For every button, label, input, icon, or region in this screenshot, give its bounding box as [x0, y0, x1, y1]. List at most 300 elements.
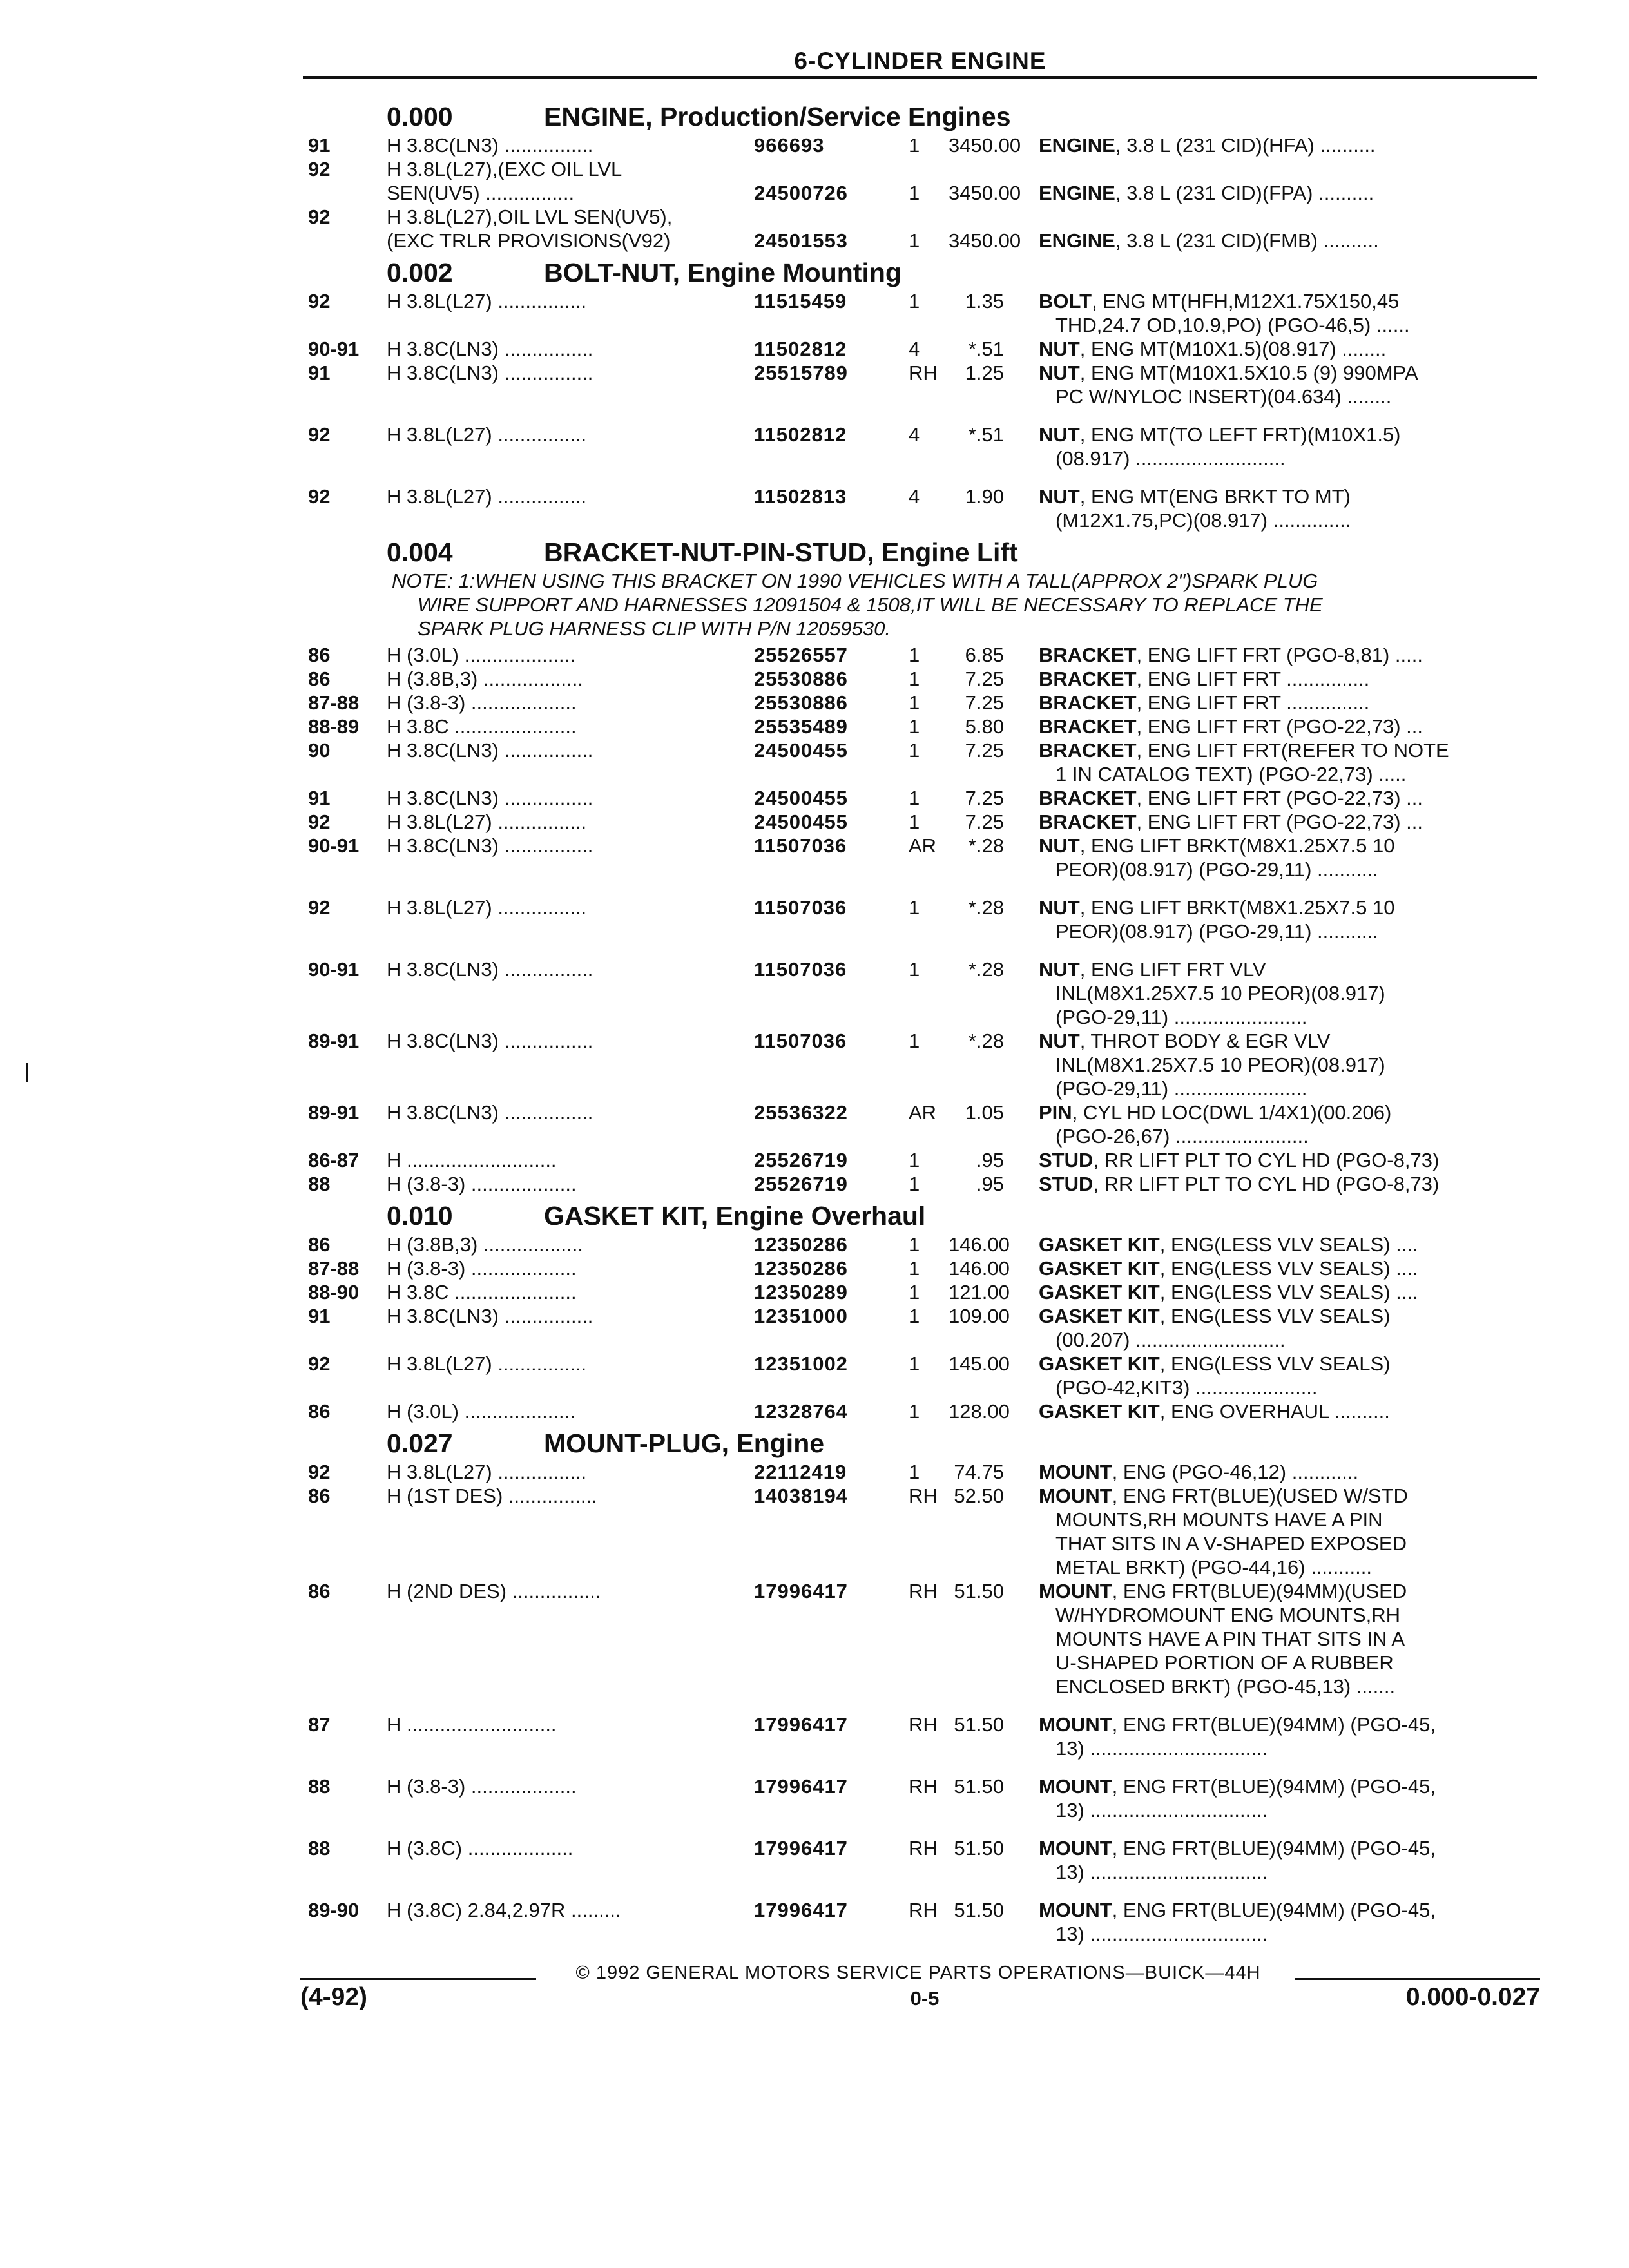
model-year: 86: [308, 644, 331, 666]
application: [387, 643, 754, 667]
model-year: 88: [308, 1775, 331, 1798]
price: *.28: [968, 1030, 1004, 1052]
application-line: H 3.8C(LN3) ................: [387, 1305, 593, 1327]
application-line: H 3.8L(L27) ................: [387, 1352, 587, 1375]
part-name: NUT: [1039, 485, 1080, 508]
description: [1021, 1172, 1539, 1196]
price: 3450.00: [949, 134, 1021, 157]
model-year: 86: [308, 1485, 331, 1507]
description-line: PEOR)(08.917) (PGO-29,11) ...........: [1055, 858, 1378, 881]
description-line: MOUNTS,RH MOUNTS HAVE A PIN: [1055, 1508, 1383, 1531]
price: 1.25: [965, 361, 1004, 384]
quantity: 1: [909, 715, 920, 738]
application: [387, 1029, 754, 1100]
application: [387, 691, 754, 715]
application-line: H 3.8L(L27),(EXC OIL LVL: [387, 158, 622, 180]
part-number: 24501553: [754, 229, 848, 252]
table-row: [308, 1172, 1539, 1196]
price: 7.25: [965, 739, 1004, 762]
part-name: NUT: [1039, 896, 1080, 919]
application: [387, 738, 754, 786]
application-line: H 3.8C(LN3) ................: [387, 834, 593, 857]
part-name: GASKET KIT: [1039, 1281, 1160, 1303]
section-note: [308, 569, 1539, 640]
table-row: [308, 289, 1539, 337]
part-number: 25526557: [754, 644, 848, 666]
table-row: [308, 1280, 1539, 1304]
price: 51.50: [954, 1775, 1004, 1798]
description: [1021, 1713, 1539, 1760]
part-name: NUT: [1039, 423, 1080, 446]
application: [387, 157, 754, 205]
price: 51.50: [954, 1713, 1004, 1736]
part-name: GASKET KIT: [1039, 1352, 1160, 1375]
part-name: BRACKET: [1039, 787, 1137, 809]
application: [387, 1399, 754, 1423]
quantity: 1: [909, 1233, 920, 1256]
description: [1021, 361, 1539, 408]
application: [387, 1172, 754, 1196]
part-number: 11507036: [754, 896, 847, 919]
part-name: STUD: [1039, 1173, 1094, 1195]
quantity: 1: [909, 182, 920, 204]
description-line: STUD, RR LIFT PLT TO CYL HD (PGO-8,73): [1039, 1149, 1440, 1171]
description-line: MOUNT, ENG FRT(BLUE)(94MM)(USED: [1039, 1580, 1407, 1602]
section-code: 0.010: [387, 1201, 453, 1231]
description-line: MOUNT, ENG FRT(BLUE)(94MM) (PGO-45,: [1039, 1899, 1436, 1921]
application-line: H (1ST DES) ................: [387, 1485, 597, 1507]
quantity: 4: [909, 423, 920, 446]
quantity: 1: [909, 787, 920, 809]
description-line: THAT SITS IN A V-SHAPED EXPOSED: [1055, 1532, 1407, 1555]
part-number: 12328764: [754, 1400, 848, 1423]
table-row: [308, 1029, 1539, 1100]
application-line: H 3.8L(L27) ................: [387, 290, 587, 312]
application: [387, 1352, 754, 1399]
description-line: W/HYDROMOUNT ENG MOUNTS,RH: [1055, 1604, 1401, 1626]
price: .95: [976, 1149, 1004, 1171]
table-row: [308, 1148, 1539, 1172]
footer-rule-left: [300, 1978, 536, 1980]
quantity: 1: [909, 1149, 920, 1171]
description-line: (00.207) ...........................: [1055, 1329, 1286, 1351]
part-name: BRACKET: [1039, 668, 1137, 690]
application: [387, 1484, 754, 1579]
model-year: 87-88: [308, 691, 360, 714]
part-number: 25515789: [754, 361, 848, 384]
price: 128.00: [949, 1400, 1010, 1423]
description-line: NUT, ENG LIFT FRT VLV: [1039, 958, 1266, 981]
part-number: 25536322: [754, 1101, 848, 1124]
application: [387, 289, 754, 337]
description-line: NUT, ENG MT(M10X1.5X10.5 (9) 990MPA: [1039, 361, 1418, 384]
price: *.51: [968, 423, 1004, 446]
part-name: PIN: [1039, 1101, 1072, 1124]
quantity: 1: [909, 1461, 920, 1483]
application-line: (EXC TRLR PROVISIONS(V92): [387, 229, 671, 252]
price: 1.05: [965, 1101, 1004, 1124]
part-number: 25530886: [754, 668, 848, 690]
application: [387, 1713, 754, 1760]
application-line: H (3.0L) ....................: [387, 1400, 575, 1423]
description-line: 1 IN CATALOG TEXT) (PGO-22,73) .....: [1055, 763, 1407, 785]
quantity: AR: [909, 834, 937, 857]
price: 3450.00: [949, 182, 1021, 204]
part-name: GASKET KIT: [1039, 1233, 1160, 1256]
description-line: INL(M8X1.25X7.5 10 PEOR)(08.917): [1055, 982, 1385, 1004]
description: [1021, 1148, 1539, 1172]
description-line: PEOR)(08.917) (PGO-29,11) ...........: [1055, 920, 1378, 943]
description-line: 13) ................................: [1055, 1861, 1268, 1883]
description-line: GASKET KIT, ENG(LESS VLV SEALS): [1039, 1352, 1391, 1375]
table-row: [308, 738, 1539, 786]
footer-rule-right: [1295, 1978, 1540, 1980]
part-number: 24500726: [754, 182, 848, 204]
description-line: PC W/NYLOC INSERT)(04.634) ........: [1055, 385, 1392, 408]
model-year: 90-91: [308, 958, 360, 981]
application-line: H (3.8-3) ...................: [387, 1257, 577, 1280]
part-name: GASKET KIT: [1039, 1257, 1160, 1280]
quantity: 4: [909, 485, 920, 508]
part-name: NUT: [1039, 834, 1080, 857]
table-row: [308, 667, 1539, 691]
quantity: 4: [909, 338, 920, 360]
description-line: GASKET KIT, ENG(LESS VLV SEALS) ....: [1039, 1233, 1418, 1256]
part-number: 12351000: [754, 1305, 848, 1327]
footer-page-number: 0-5: [910, 1987, 940, 2010]
description-line: (PGO-29,11) ........................: [1055, 1006, 1307, 1028]
description: [1021, 337, 1539, 361]
section-name: MOUNT-PLUG, Engine: [544, 1428, 825, 1458]
description: [1021, 289, 1539, 337]
section-name: ENGINE, Production/Service Engines: [544, 102, 1011, 131]
model-year: 89-91: [308, 1030, 360, 1052]
application-line: H (3.8C) ...................: [387, 1837, 574, 1860]
description: [1021, 643, 1539, 667]
model-year: 86: [308, 668, 331, 690]
description-line: 13) ................................: [1055, 1799, 1268, 1821]
application: [387, 715, 754, 738]
description-line: BRACKET, ENG LIFT FRT ...............: [1039, 691, 1370, 714]
part-number: 17996417: [754, 1837, 848, 1860]
quantity: 1: [909, 896, 920, 919]
price: 1.35: [965, 290, 1004, 312]
description-line: (PGO-26,67) ........................: [1055, 1125, 1309, 1148]
table-row: [308, 1774, 1539, 1822]
part-number: 22112419: [754, 1461, 847, 1483]
description-line: BRACKET, ENG LIFT FRT(REFER TO NOTE: [1039, 739, 1449, 762]
description: [1021, 667, 1539, 691]
price: 109.00: [949, 1305, 1010, 1327]
application: [387, 1280, 754, 1304]
application: [387, 1233, 754, 1256]
description-line: (08.917) ...........................: [1055, 447, 1286, 470]
quantity: RH: [909, 1899, 938, 1921]
part-name: BOLT: [1039, 290, 1092, 312]
application-line: H ...........................: [387, 1713, 557, 1736]
part-name: NUT: [1039, 1030, 1080, 1052]
application-line: H (3.8B,3) ..................: [387, 668, 583, 690]
part-number: 25535489: [754, 715, 848, 738]
description-line: GASKET KIT, ENG OVERHAUL ..........: [1039, 1400, 1390, 1423]
description: [1021, 1399, 1539, 1423]
part-name: MOUNT: [1039, 1899, 1112, 1921]
description-line: PIN, CYL HD LOC(DWL 1/4X1)(00.206): [1039, 1101, 1392, 1124]
section-heading: [308, 258, 1539, 288]
part-name: NUT: [1039, 338, 1080, 360]
section-heading: [308, 102, 1539, 132]
part-number: 12350286: [754, 1233, 848, 1256]
price: 146.00: [949, 1257, 1010, 1280]
application-line: H (3.0L) ....................: [387, 644, 575, 666]
description-line: 13) ................................: [1055, 1737, 1268, 1760]
application-line: H 3.8L(L27) ................: [387, 811, 587, 833]
price: 51.50: [954, 1899, 1004, 1921]
model-year: 86: [308, 1233, 331, 1256]
description: [1021, 1100, 1539, 1148]
price: 7.25: [965, 811, 1004, 833]
application-line: H (3.8-3) ...................: [387, 1173, 577, 1195]
part-number: 12350286: [754, 1257, 848, 1280]
price: 121.00: [949, 1281, 1010, 1303]
model-year: 90-91: [308, 834, 360, 857]
description-line: METAL BRKT) (PGO-44,16) ...........: [1055, 1556, 1372, 1579]
table-row: [308, 423, 1539, 470]
application-line: H 3.8C(LN3) ................: [387, 739, 593, 762]
description-line: [1039, 157, 1539, 181]
description: [1021, 157, 1539, 205]
application-line: H 3.8C(LN3) ................: [387, 1030, 593, 1052]
description: [1021, 423, 1539, 470]
description-line: MOUNT, ENG FRT(BLUE)(USED W/STD: [1039, 1485, 1408, 1507]
application: [387, 337, 754, 361]
description: [1021, 715, 1539, 738]
price: *.28: [968, 958, 1004, 981]
quantity: RH: [909, 1775, 938, 1798]
table-row: [308, 485, 1539, 532]
table-row: [308, 786, 1539, 810]
description-line: BOLT, ENG MT(HFH,M12X1.75X150,45: [1039, 290, 1400, 312]
quantity: 1: [909, 134, 920, 157]
description-line: INL(M8X1.25X7.5 10 PEOR)(08.917): [1055, 1053, 1385, 1076]
description-line: ENGINE, 3.8 L (231 CID)(FPA) ..........: [1039, 182, 1374, 204]
model-year: 92: [308, 206, 331, 228]
price: .95: [976, 1173, 1004, 1195]
price: 7.25: [965, 691, 1004, 714]
quantity: 1: [909, 1281, 920, 1303]
description: [1021, 810, 1539, 834]
quantity: 1: [909, 691, 920, 714]
description: [1021, 133, 1539, 157]
table-row: [308, 361, 1539, 408]
part-number: 14038194: [754, 1485, 848, 1507]
description: [1021, 1256, 1539, 1280]
table-row: [308, 1484, 1539, 1579]
description: [1021, 691, 1539, 715]
description: [1021, 1233, 1539, 1256]
price: 5.80: [965, 715, 1004, 738]
price: *.28: [968, 896, 1004, 919]
application-line: H ...........................: [387, 1149, 557, 1171]
description: [1021, 1304, 1539, 1352]
application: [387, 1256, 754, 1280]
table-row: [308, 337, 1539, 361]
description: [1021, 786, 1539, 810]
part-number: 24500455: [754, 787, 848, 809]
application-line: H 3.8C(LN3) ................: [387, 787, 593, 809]
application: [387, 1836, 754, 1884]
description-line: THD,24.7 OD,10.9,PO) (PGO-46,5) ......: [1055, 314, 1410, 336]
part-name: ENGINE: [1039, 134, 1115, 157]
description: [1021, 738, 1539, 786]
part-number: 25526719: [754, 1173, 848, 1195]
part-number: 11515459: [754, 290, 847, 312]
description-line: U-SHAPED PORTION OF A RUBBER: [1055, 1651, 1394, 1674]
model-year: 86: [308, 1580, 331, 1602]
quantity: RH: [909, 1580, 938, 1602]
description: [1021, 1029, 1539, 1100]
table-row: [308, 1100, 1539, 1148]
model-year: 91: [308, 1305, 331, 1327]
footer-copyright: © 1992 GENERAL MOTORS SERVICE PARTS OPERATIONS—BUICK—44H: [575, 1963, 1261, 1983]
application-line: H (3.8B,3) ..................: [387, 1233, 583, 1256]
model-year: 92: [308, 811, 331, 833]
part-name: MOUNT: [1039, 1580, 1112, 1602]
table-row: [308, 643, 1539, 667]
application: [387, 1100, 754, 1148]
application-line: H 3.8C(LN3) ................: [387, 958, 593, 981]
section-code: 0.002: [387, 258, 453, 287]
table-row: [308, 157, 1539, 205]
description-line: NUT, ENG LIFT BRKT(M8X1.25X7.5 10: [1039, 896, 1395, 919]
model-year: 91: [308, 787, 331, 809]
model-year: 87: [308, 1713, 331, 1736]
part-number: 17996417: [754, 1580, 848, 1602]
margin-mark: [26, 1063, 28, 1082]
part-number: 17996417: [754, 1713, 848, 1736]
model-year: 86: [308, 1400, 331, 1423]
application-line: H 3.8L(L27) ................: [387, 1461, 587, 1483]
quantity: 1: [909, 811, 920, 833]
price: 51.50: [954, 1837, 1004, 1860]
description: [1021, 1280, 1539, 1304]
section-code: 0.027: [387, 1428, 453, 1458]
description-line: BRACKET, ENG LIFT FRT (PGO-8,81) .....: [1039, 644, 1423, 666]
application-line: H 3.8L(L27),OIL LVL SEN(UV5),: [387, 206, 673, 228]
model-year: 92: [308, 423, 331, 446]
price: 146.00: [949, 1233, 1010, 1256]
description-line: (PGO-29,11) ........................: [1055, 1077, 1307, 1100]
price: 74.75: [954, 1461, 1004, 1483]
part-name: NUT: [1039, 958, 1080, 981]
part-name: BRACKET: [1039, 691, 1137, 714]
description-line: ENGINE, 3.8 L (231 CID)(HFA) ..........: [1039, 134, 1376, 157]
table-row: [308, 1352, 1539, 1399]
quantity: RH: [909, 361, 938, 384]
section-code: 0.004: [387, 537, 453, 567]
table-row: [308, 205, 1539, 253]
description-line: MOUNT, ENG FRT(BLUE)(94MM) (PGO-45,: [1039, 1837, 1436, 1860]
part-name: MOUNT: [1039, 1775, 1112, 1798]
part-name: GASKET KIT: [1039, 1400, 1160, 1423]
model-year: 92: [308, 1461, 331, 1483]
description-line: BRACKET, ENG LIFT FRT (PGO-22,73) ...: [1039, 715, 1423, 738]
part-number: 12350289: [754, 1281, 848, 1303]
table-row: [308, 1256, 1539, 1280]
application-line: SEN(UV5) ................: [387, 182, 575, 204]
model-year: 88: [308, 1837, 331, 1860]
quantity: RH: [909, 1837, 938, 1860]
application: [387, 1774, 754, 1822]
application-line: H 3.8C(LN3) ................: [387, 1101, 593, 1124]
price: 51.50: [954, 1580, 1004, 1602]
model-year: 92: [308, 485, 331, 508]
quantity: 1: [909, 739, 920, 762]
table-row: [308, 715, 1539, 738]
description: [1021, 896, 1539, 943]
description-line: (PGO-42,KIT3) ......................: [1055, 1376, 1318, 1399]
part-name: BRACKET: [1039, 739, 1137, 762]
model-year: 92: [308, 290, 331, 312]
part-number: 11502812: [754, 423, 847, 446]
quantity: 1: [909, 644, 920, 666]
table-row: [308, 1836, 1539, 1884]
application-line: H 3.8C ......................: [387, 1281, 577, 1303]
quantity: 1: [909, 958, 920, 981]
description: [1021, 1774, 1539, 1822]
application-line: H 3.8C ......................: [387, 715, 577, 738]
application: [387, 834, 754, 881]
part-number: 25526719: [754, 1149, 848, 1171]
quantity: 1: [909, 1173, 920, 1195]
application-line: H (3.8-3) ...................: [387, 1775, 577, 1798]
table-row: [308, 1713, 1539, 1760]
quantity: AR: [909, 1101, 937, 1124]
model-year: 89-90: [308, 1899, 360, 1921]
description-line: NUT, ENG MT(M10X1.5)(08.917) ........: [1039, 338, 1387, 360]
description-line: MOUNT, ENG FRT(BLUE)(94MM) (PGO-45,: [1039, 1713, 1436, 1736]
part-name: STUD: [1039, 1149, 1094, 1171]
table-row: [308, 1898, 1539, 1946]
model-year: 92: [308, 158, 331, 180]
quantity: 1: [909, 1030, 920, 1052]
description-line: MOUNT, ENG (PGO-46,12) ............: [1039, 1461, 1359, 1483]
application-line: H (3.8-3) ...................: [387, 691, 577, 714]
part-name: MOUNT: [1039, 1485, 1112, 1507]
note-line: NOTE: 1:WHEN USING THIS BRACKET ON 1990 VEHICLES WITH A TALL(APPROX 2")SPARK PLUG: [392, 570, 1318, 592]
part-number: 11507036: [754, 1030, 847, 1052]
quantity: 1: [909, 1352, 920, 1375]
part-name: GASKET KIT: [1039, 1305, 1160, 1327]
description-line: [1039, 205, 1539, 229]
section-heading: [308, 1428, 1539, 1459]
model-year: 91: [308, 361, 331, 384]
part-number: 966693: [754, 134, 825, 157]
part-number: 24500455: [754, 739, 848, 762]
quantity: 1: [909, 1305, 920, 1327]
description-line: BRACKET, ENG LIFT FRT ...............: [1039, 668, 1370, 690]
description-line: STUD, RR LIFT PLT TO CYL HD (PGO-8,73): [1039, 1173, 1440, 1195]
section-heading: [308, 537, 1539, 568]
application-line: H (3.8C) 2.84,2.97R .........: [387, 1899, 621, 1921]
description-line: BRACKET, ENG LIFT FRT (PGO-22,73) ...: [1039, 811, 1423, 833]
model-year: 90-91: [308, 338, 360, 360]
quantity: 1: [909, 229, 920, 252]
application: [387, 485, 754, 532]
price: 6.85: [965, 644, 1004, 666]
part-name: ENGINE: [1039, 182, 1115, 204]
description-line: NUT, ENG MT(ENG BRKT TO MT): [1039, 485, 1351, 508]
